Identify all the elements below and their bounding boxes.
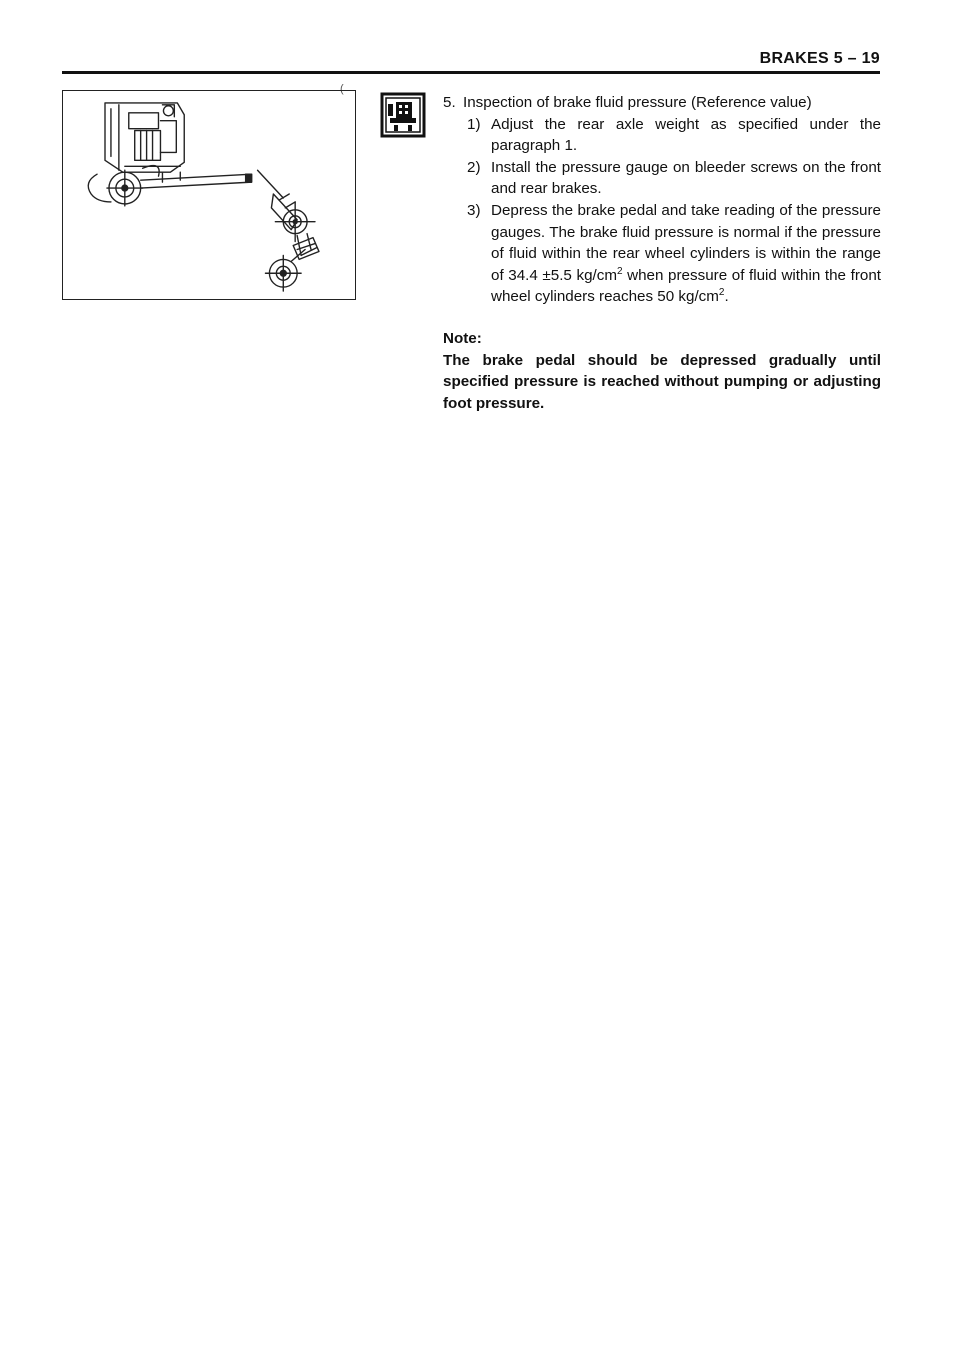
content-column (443, 92, 881, 414)
step-number: 1) (467, 115, 481, 133)
step-text-part: when pressure of fluid within the front wheel cylinders reaches 50 kg/cm (491, 266, 881, 306)
list-item (467, 114, 881, 157)
step-number: 2) (467, 158, 481, 176)
step-text-part: Depress the brake pedal and take reading of the pressure gauges. The brake fluid pressure is normal if the pressure of fluid within the rear wheel cylinders is within the range of 34.4 ±5.5 kg/cm (491, 201, 881, 284)
superscript: 2 (718, 287, 725, 299)
step-number: 3) (467, 201, 481, 219)
note-label: Note: (443, 329, 482, 347)
header-rule (62, 71, 880, 74)
page-header-title: BRAKES 5 – 19 (759, 50, 880, 67)
stray-mark: ( (340, 83, 344, 95)
steps-list (443, 114, 881, 308)
step-text-part: . (724, 288, 729, 306)
list-item (467, 200, 881, 308)
note-text: The brake pedal should be depressed gradually until specified pressure is reached without pumping or adjusting foot pressure. (443, 351, 881, 412)
superscript: 2 (616, 265, 623, 277)
section-title: Inspection of brake fluid pressure (Reference value) (463, 94, 812, 111)
note-block (443, 328, 881, 414)
tool-symbol-icon (380, 92, 426, 138)
step-text (491, 200, 881, 308)
step-text: Adjust the rear axle weight as specified under the paragraph 1. (491, 115, 881, 155)
figure-box (62, 90, 356, 300)
section-heading (443, 92, 881, 114)
list-item (467, 157, 881, 200)
step-text: Install the pressure gauge on bleeder screws on the front and rear brakes. (491, 158, 881, 198)
section-number: 5. (443, 94, 456, 111)
brake-pressure-gauge-illustration-icon (63, 91, 355, 299)
